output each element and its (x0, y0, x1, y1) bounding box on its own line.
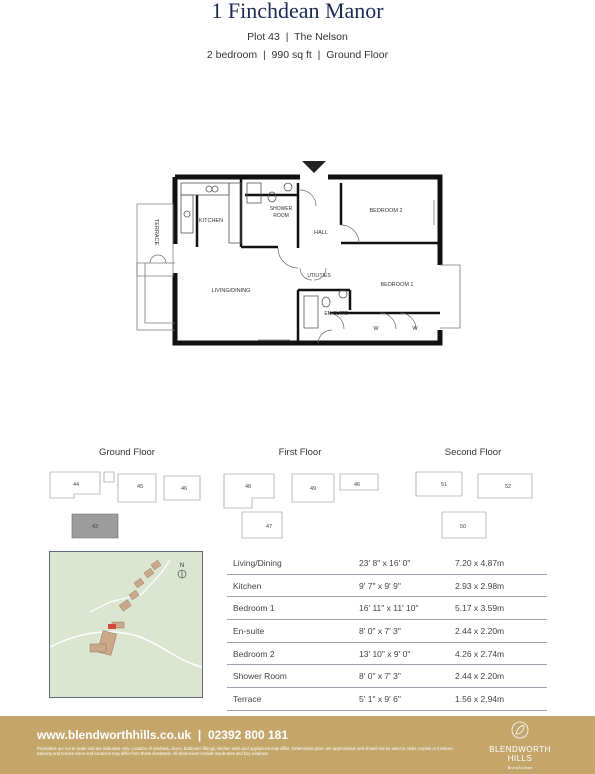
table-row (227, 665, 547, 688)
room-label-ensuite: EN-SUITE (324, 311, 348, 317)
plot-number: Plot 43 (247, 31, 280, 43)
separator: | (285, 31, 289, 43)
room-label-terrace: TERRACE (153, 218, 159, 246)
keyplan-second (414, 468, 554, 544)
room-label-living: LIVING/DINING (211, 288, 251, 294)
table-row (227, 643, 547, 666)
room-imperial: 8' 0" x 7' 3" (359, 671, 401, 682)
room-imperial: 13' 10" x 9' 0" (359, 648, 411, 659)
kitchen-units (181, 183, 241, 243)
room-metric: 2.44 x 2.20m (455, 626, 505, 637)
room-imperial: 9' 7" x 9' 9" (359, 580, 401, 591)
room-label-shower-room-1: SHOWER (269, 206, 293, 212)
room-imperial: 23' 8" x 16' 0" (359, 558, 411, 568)
floor-level: Ground Floor (326, 49, 389, 61)
keyplan-heading-first: First Floor (278, 447, 322, 458)
website-link[interactable]: www.blendworthhills.co.uk (37, 728, 192, 742)
room-name: Shower Room (233, 671, 287, 682)
room-label-shower-room-2: ROOM (273, 213, 289, 219)
room-imperial: 5' 1" x 9' 6" (359, 694, 401, 705)
plot-number: 43 (91, 524, 99, 530)
room-metric: 5.17 x 3.59m (455, 603, 505, 614)
property-summary (0, 49, 595, 61)
keyplan-ground (48, 468, 208, 544)
inner-walls (197, 177, 440, 343)
brand-tagline: Beyond a home (507, 765, 533, 770)
room-label-bedroom-2: BEDROOM 2 (369, 208, 403, 214)
plot-number: 52 (504, 484, 512, 490)
plot-number: 48 (244, 484, 252, 490)
plot-number: 49 (309, 486, 317, 492)
wardrobe-label: W (373, 326, 379, 332)
disclaimer: Floorplans are not to scale and are indicative only. Location of windows, doors, bathroom fittings, kitchen units and appliances may differ. Dimensions given are approximate and should not be used to order carpets or furniture. Balcony and terrace sizes and locations may differ from those illustrated. All dimensions include wardrobes and bay windows. (37, 746, 454, 757)
plot-number: 45 (136, 484, 144, 490)
plot-number: 47 (265, 524, 273, 530)
plot-outline (224, 474, 274, 508)
dimensions-table (227, 552, 547, 711)
room-metric: 2.44 x 2.20m (455, 671, 505, 682)
site-map (49, 551, 203, 698)
plot-number: 44 (72, 482, 80, 488)
keyplan-heading-ground: Ground Floor (99, 447, 155, 458)
footer (0, 716, 595, 774)
table-row (227, 552, 547, 575)
table-row (227, 597, 547, 620)
separator: | (197, 728, 202, 742)
room-label-hall: HALL (314, 230, 328, 236)
terrace-doors (150, 255, 166, 263)
house-type: The Nelson (294, 31, 348, 43)
wardrobe-label: W (412, 326, 418, 332)
table-row (227, 688, 547, 711)
brand-name-line2: HILLS (507, 754, 533, 763)
room-label-kitchen: KITCHEN (198, 218, 224, 224)
room-label-bedroom-1: BEDROOM 1 (380, 282, 414, 288)
phone-number[interactable]: 02392 800 181 (207, 728, 289, 742)
bedroom-count: 2 bedroom (206, 49, 258, 61)
table-row (227, 620, 547, 643)
keyplan-first (222, 468, 382, 544)
floor-plan (0, 155, 595, 355)
room-name: En-suite (233, 626, 265, 637)
page-title: 1 Finchdean Manor (211, 0, 384, 23)
room-name: Living/Dining (233, 558, 282, 568)
floor-area: 990 sq ft (271, 49, 312, 61)
plot-number: 51 (440, 482, 448, 488)
plot-outline (416, 472, 462, 496)
separator: | (262, 49, 266, 61)
room-metric: 7.20 x 4.87m (455, 558, 505, 568)
plot-outline (104, 472, 114, 482)
table-row (227, 575, 547, 598)
room-name: Bedroom 1 (233, 603, 275, 614)
entrance-arrow-icon (302, 161, 326, 173)
room-metric: 1.56 x 2.94m (455, 694, 505, 705)
brand-logo (480, 720, 560, 770)
site-marker-icon (108, 624, 116, 629)
brand-name-line1: BLENDWORTH (489, 745, 551, 754)
room-name: Terrace (233, 694, 262, 705)
outer-walls (175, 177, 440, 343)
room-imperial: 8' 0" x 7' 3" (359, 626, 401, 637)
site-map-drawing (50, 552, 202, 697)
site-road (50, 632, 202, 667)
plot-number: 46 (353, 482, 361, 488)
plot-number: 46 (180, 486, 188, 492)
leaf-logo-icon (510, 720, 530, 740)
plot-number: 50 (459, 524, 467, 530)
plot-outline (242, 512, 282, 538)
room-imperial: 16' 11" x 11' 10" (359, 603, 419, 614)
north-label: N (179, 563, 185, 569)
room-name: Kitchen (233, 580, 262, 591)
room-metric: 4.26 x 2.74m (455, 648, 505, 659)
room-metric: 2.93 x 2.98m (455, 580, 505, 591)
room-label-utilities: UTILITIES (307, 273, 331, 279)
plot-info (0, 31, 595, 43)
keyplan-heading-second: Second Floor (444, 447, 502, 458)
room-name: Bedroom 2 (233, 648, 275, 659)
footer-contact (37, 728, 288, 742)
separator: | (317, 49, 321, 61)
